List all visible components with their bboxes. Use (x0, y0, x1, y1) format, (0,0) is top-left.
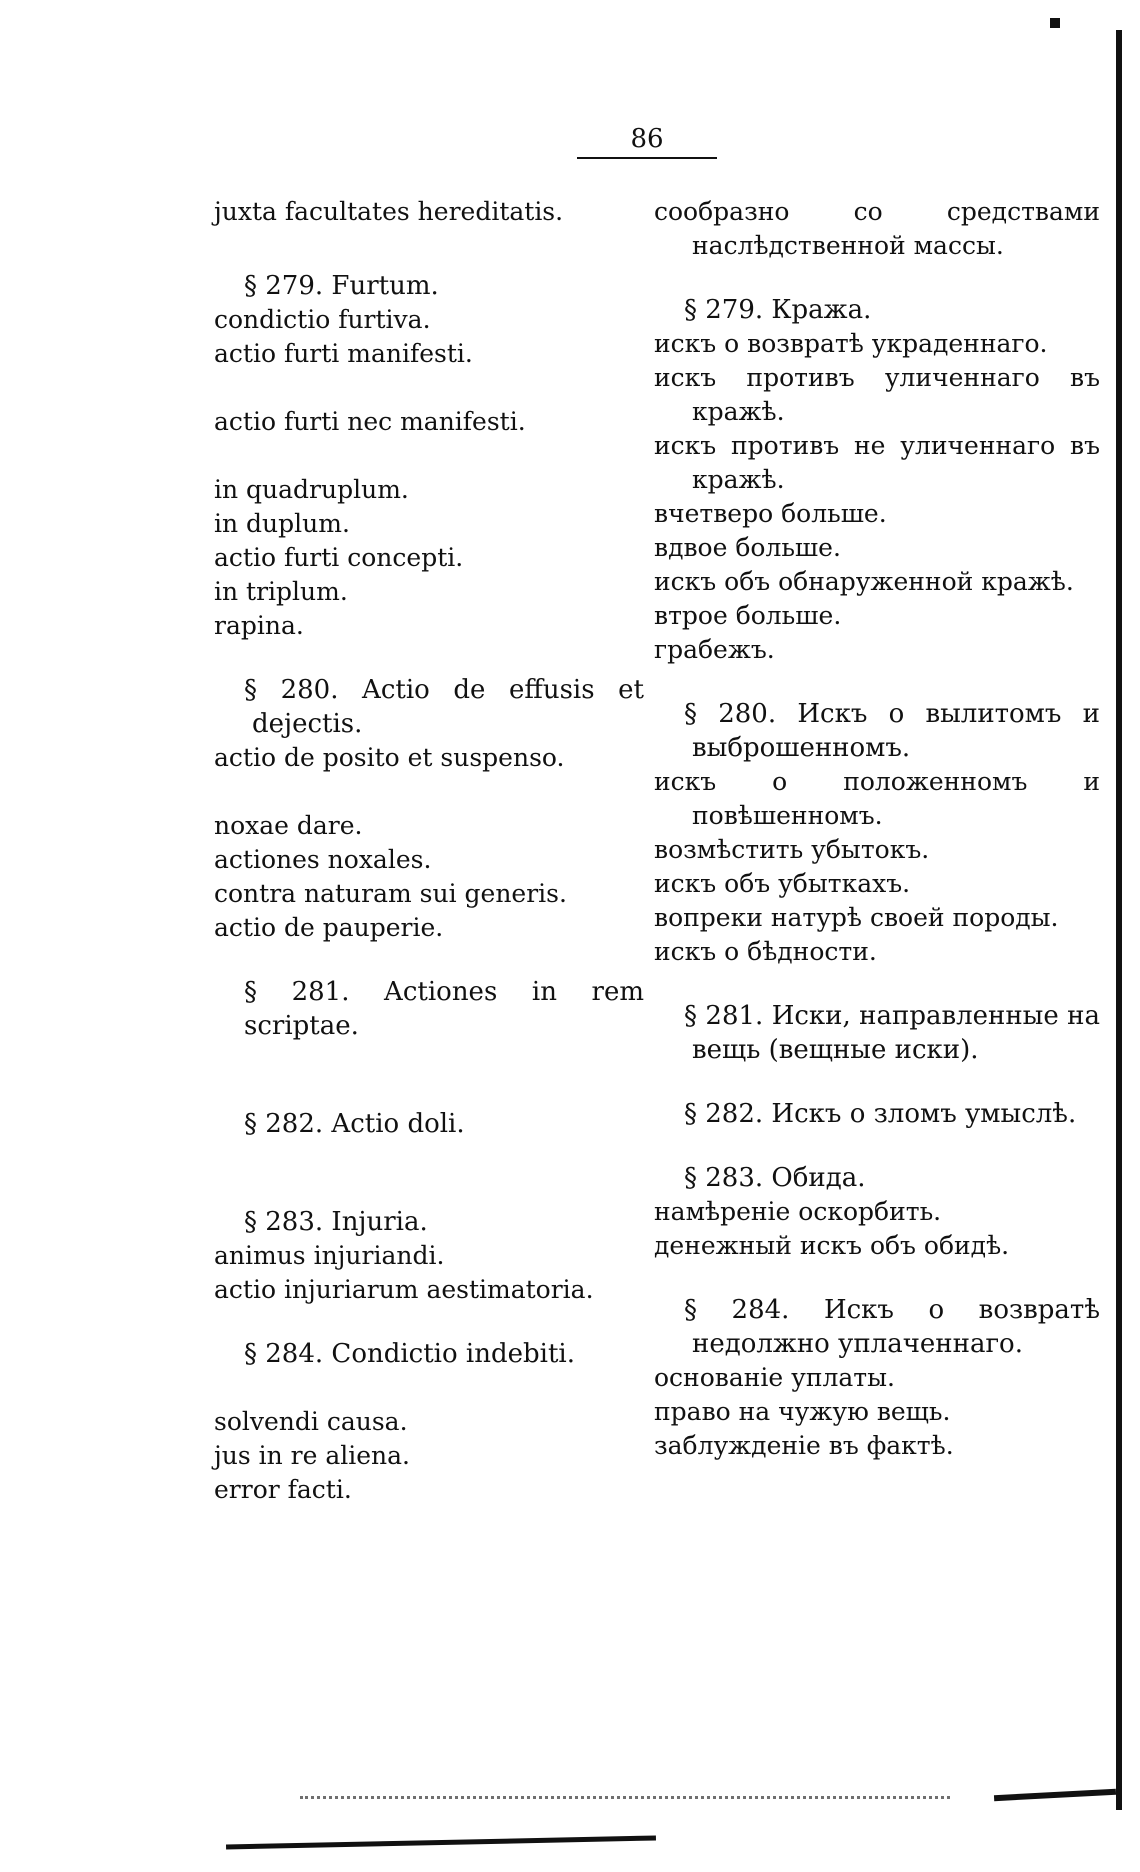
spacer (214, 229, 644, 269)
spacer (214, 1175, 644, 1205)
russian-line: искъ противъ уличеннаго въ кражѣ. (654, 363, 1100, 426)
russian-line: вдвое больше. (654, 533, 841, 562)
latin-section-284: § 284. Condictio indebiti. (244, 1339, 575, 1369)
russian-line: право на чужую вещь. (654, 1397, 951, 1426)
spacer (214, 371, 644, 405)
russian-line: намѣреніе оскорбить. (654, 1197, 942, 1226)
latin-section-279: § 279. Furtum. (244, 271, 439, 301)
spacer (654, 1263, 1100, 1293)
latin-section-283: § 283. Injuria. (244, 1207, 428, 1237)
russian-line: искъ объ обнаруженной кражѣ. (654, 567, 1074, 596)
russian-line: вопреки натурѣ своей породы. (654, 903, 1059, 932)
russian-line: искъ о положенномъ и повѣшенномъ. (654, 767, 1100, 830)
latin-line: juxta facultates hereditatis. (214, 197, 564, 226)
russian-line: возмѣстить убытокъ. (654, 835, 930, 864)
russian-line: основаніе уплаты. (654, 1363, 895, 1392)
russian-line: втрое больше. (654, 601, 842, 630)
scan-mark (1050, 18, 1060, 28)
spacer (214, 1141, 644, 1175)
russian-line: заблужденіе въ фактѣ. (654, 1431, 954, 1460)
latin-line: noxae dare. (214, 811, 363, 840)
russian-line: искъ о возвратѣ украденнаго. (654, 329, 1048, 358)
russian-line: грабежъ. (654, 635, 775, 664)
page-number: 86 (630, 124, 664, 154)
latin-section-282: § 282. Actio doli. (244, 1109, 465, 1139)
russian-section-283: § 283. Обида. (684, 1163, 866, 1193)
russian-line: искъ противъ не уличеннаго въ кражѣ. (654, 431, 1100, 494)
spacer (214, 775, 644, 809)
russian-column (654, 195, 1100, 1463)
russian-line: денежный искъ объ обидѣ. (654, 1231, 1010, 1260)
spacer (214, 1077, 644, 1107)
spacer (214, 1043, 644, 1077)
scan-noise (300, 1796, 950, 1809)
latin-line: actio de posito et suspenso. (214, 743, 565, 772)
spacer (214, 1307, 644, 1337)
russian-section-281: § 281. Иски, направленные на вещь (вещные иски). (684, 1001, 1100, 1065)
latin-line: actio furti concepti. (214, 543, 464, 572)
spacer (654, 1067, 1100, 1097)
latin-line: in duplum. (214, 509, 350, 538)
spacer (214, 439, 644, 473)
spacer (654, 667, 1100, 697)
latin-line: actiones noxales. (214, 845, 432, 874)
page-edge-border (1116, 30, 1122, 1810)
russian-line: искъ о бѣдности. (654, 937, 877, 966)
latin-line: condictio furtiva. (214, 305, 431, 334)
latin-line: solvendi causa. (214, 1407, 408, 1436)
latin-line: animus injuriandi. (214, 1241, 445, 1270)
spacer (654, 263, 1100, 293)
russian-line: сообразно со средствами наслѣдственной массы. (654, 197, 1100, 260)
spacer (654, 969, 1100, 999)
latin-line: error facti. (214, 1475, 352, 1504)
latin-column (214, 195, 644, 1507)
spacer (654, 1131, 1100, 1161)
russian-line: искъ объ убыткахъ. (654, 869, 911, 898)
russian-section-284: § 284. Искъ о возвратѣ недолжно уплаченнаго. (684, 1295, 1100, 1359)
latin-line: actio furti manifesti. (214, 339, 473, 368)
spacer (214, 1371, 644, 1405)
russian-section-279: § 279. Кража. (684, 295, 872, 325)
latin-line: actio furti nec manifesti. (214, 407, 526, 436)
page-number-rule (577, 157, 717, 159)
russian-section-282: § 282. Искъ о зломъ умыслѣ. (684, 1099, 1077, 1129)
latin-section-280: § 280. Actio de effusis et dejectis. (244, 675, 644, 739)
latin-line: actio de pauperie. (214, 913, 444, 942)
russian-section-280: § 280. Искъ о вылитомъ и выброшенномъ. (684, 699, 1100, 763)
russian-line: вчетверо больше. (654, 499, 887, 528)
latin-section-281: § 281. Actiones in rem scriptae. (244, 977, 644, 1041)
latin-line: jus in re aliena. (214, 1441, 411, 1470)
latin-line: rapina. (214, 611, 304, 640)
scan-smudge (994, 1789, 1116, 1801)
scan-smudge (226, 1835, 656, 1849)
latin-line: in quadruplum. (214, 475, 409, 504)
spacer (214, 643, 644, 673)
latin-line: in triplum. (214, 577, 348, 606)
latin-line: contra naturam sui generis. (214, 879, 567, 908)
latin-line: actio injuriarum aestimatoria. (214, 1275, 594, 1304)
spacer (214, 945, 644, 975)
